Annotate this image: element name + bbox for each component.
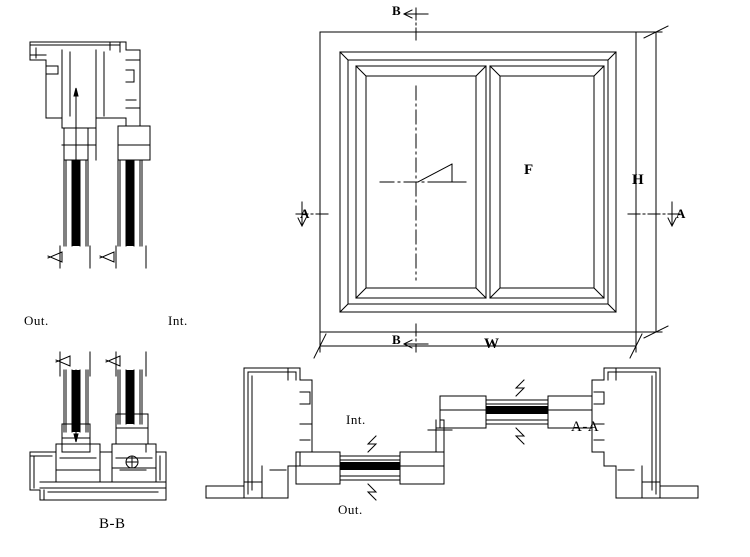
label-int-bottom: Int.: [346, 412, 366, 427]
section-mark-a-right: A: [676, 206, 686, 221]
section-mark-b-bottom: B: [392, 332, 402, 347]
label-fixed-sash: F: [524, 162, 534, 178]
dimension-label-height: H: [632, 172, 645, 188]
section-mark-b-top: B: [392, 3, 402, 18]
label-out-left: Out.: [24, 313, 49, 328]
label-int-left: Int.: [168, 313, 188, 328]
section-mark-a-left: A: [300, 206, 310, 221]
label-out-bottom: Out.: [338, 502, 363, 517]
vertical-section-top-profile: [30, 42, 150, 268]
window-elevation: [296, 8, 680, 358]
horizontal-section-profile: [206, 368, 698, 500]
label-section-aa: A-A: [571, 419, 600, 435]
dimension-label-width: W: [484, 336, 500, 352]
vertical-section-bottom-profile: [30, 352, 166, 500]
label-section-bb: B-B: [99, 516, 126, 532]
